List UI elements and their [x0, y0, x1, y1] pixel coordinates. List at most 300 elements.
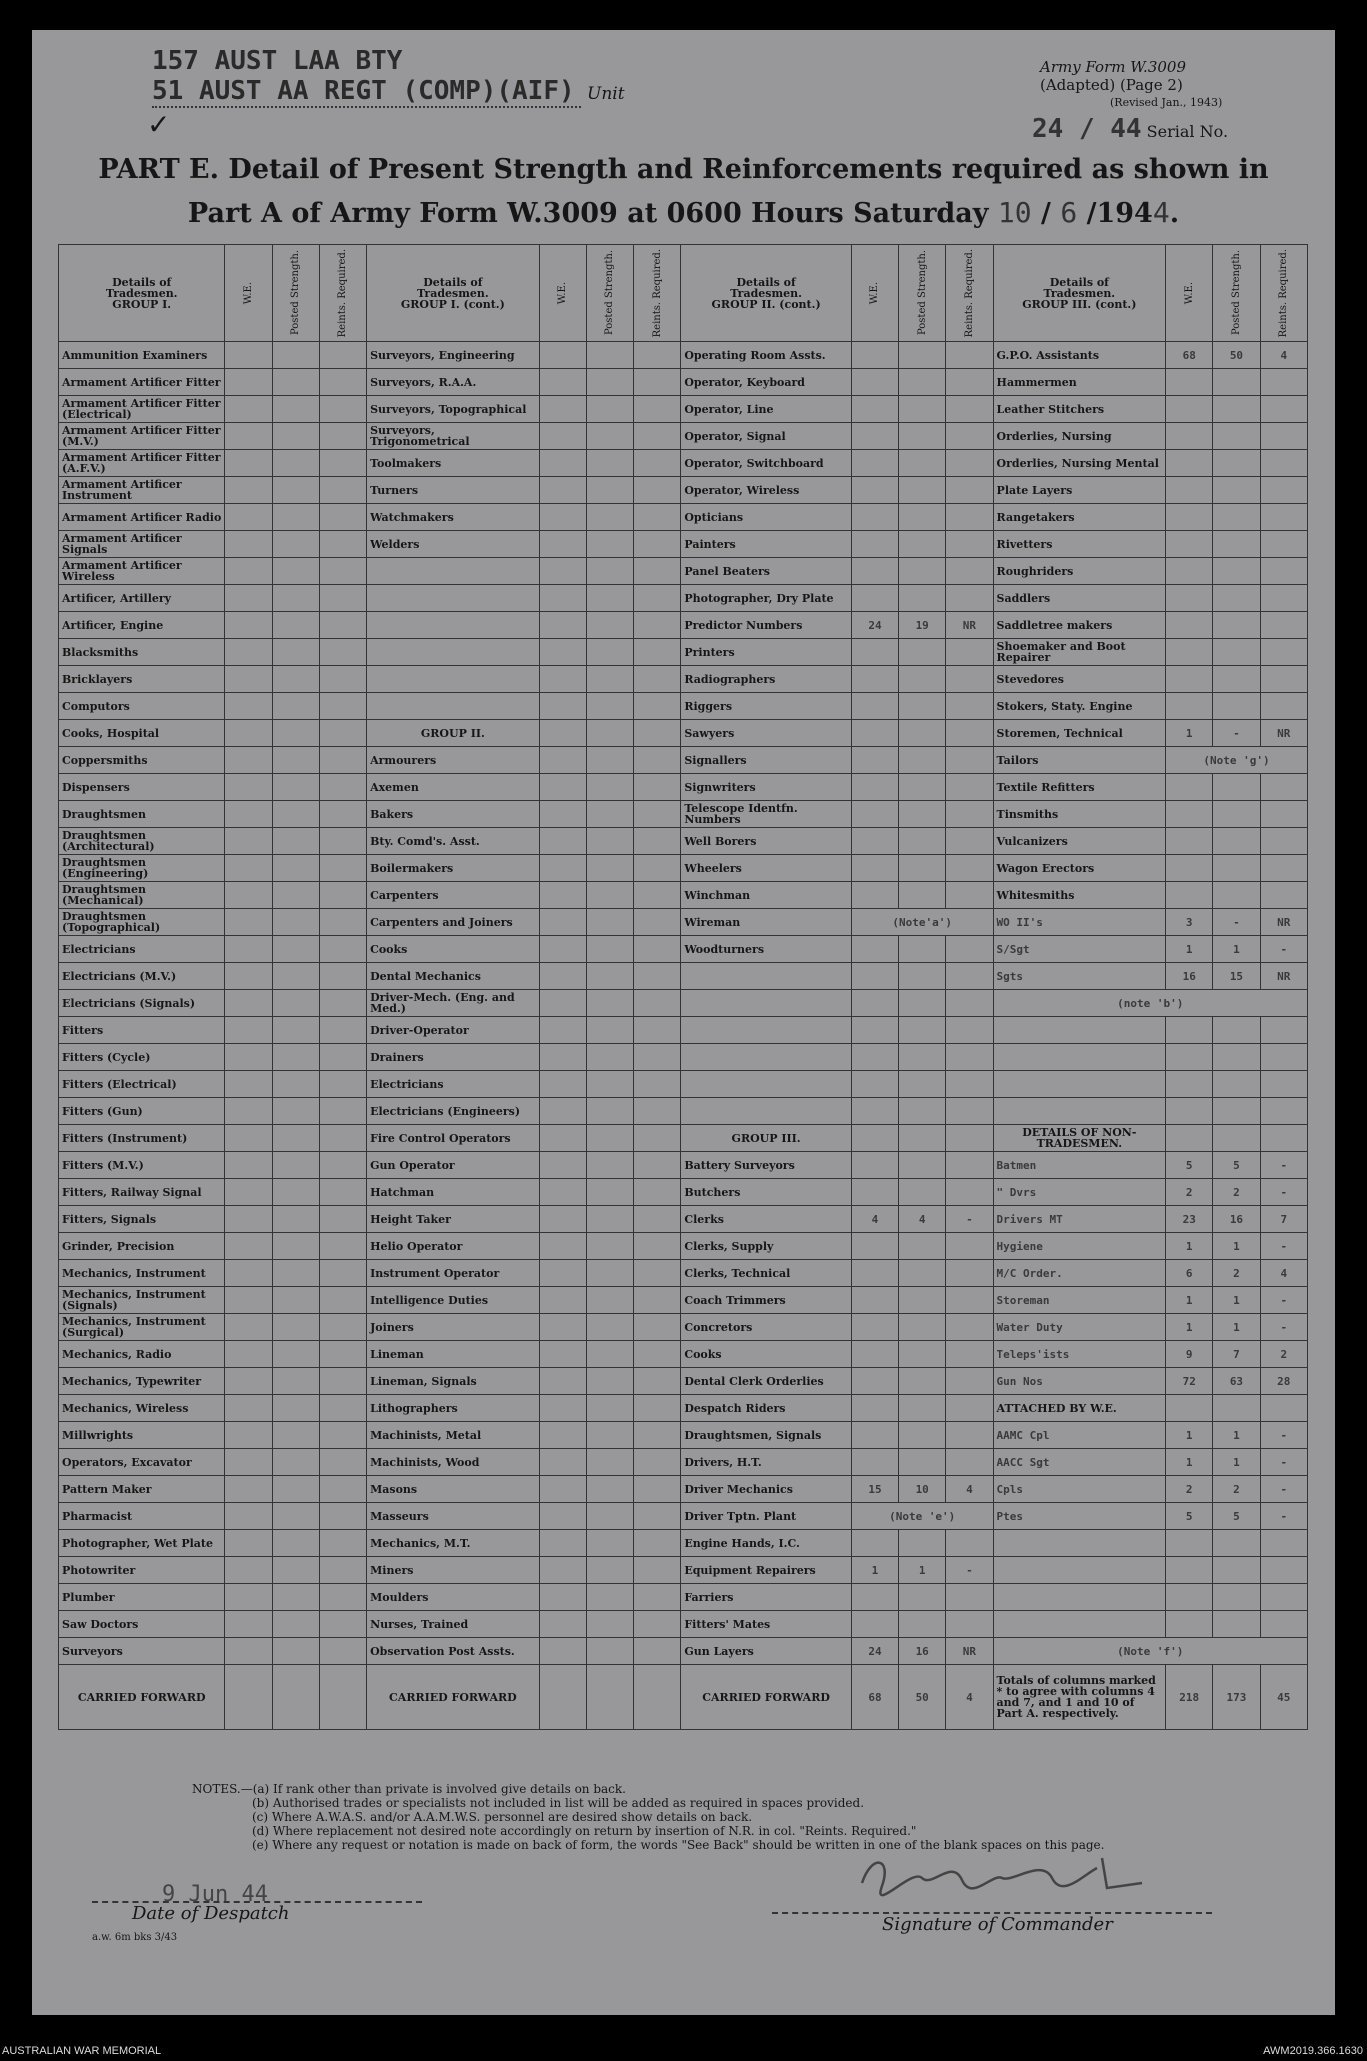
group1-cont-r — [634, 1341, 681, 1368]
group1-p — [272, 612, 319, 639]
group1-cont-r — [634, 450, 681, 477]
group2-note: (Note'a') — [851, 909, 993, 936]
group2-cont-r: - — [946, 1557, 993, 1584]
col-header-reints: Reints. Required. — [319, 245, 366, 342]
group1-cont-r — [634, 1422, 681, 1449]
group3-cont-we: 1 — [1166, 720, 1213, 747]
group1-cont-p — [586, 1395, 633, 1422]
date-day: 10 — [997, 196, 1032, 229]
group3-cont-trade — [993, 1098, 1166, 1125]
group1-we — [225, 909, 272, 936]
group1-cont-p — [586, 477, 633, 504]
group2-cont-p — [899, 855, 946, 882]
group1-cont-p — [586, 747, 633, 774]
group3-cont-r: - — [1260, 1233, 1307, 1260]
group3-cont-we — [1166, 1098, 1213, 1125]
group1-r — [319, 1287, 366, 1314]
group2-cont-p — [899, 1368, 946, 1395]
table-row — [59, 531, 1308, 558]
group3-cont-we — [1166, 1557, 1213, 1584]
group2-cont-p — [899, 396, 946, 423]
group1-cont-we — [539, 747, 586, 774]
group1-cont-r — [634, 1233, 681, 1260]
group2-cont-trade: Driver Mechanics — [681, 1476, 852, 1503]
group1-cont-p — [586, 1476, 633, 1503]
group2-cont-we — [851, 450, 898, 477]
group1-we — [225, 504, 272, 531]
group1-p — [272, 1233, 319, 1260]
group1-cont-p — [586, 585, 633, 612]
group3-cont-we: 5 — [1166, 1152, 1213, 1179]
group1-trade: Mechanics, Radio — [59, 1341, 225, 1368]
group1-cont-r — [634, 1314, 681, 1341]
group2-cont-p — [899, 477, 946, 504]
note-e: (e) Where any request or notation is made on back of form, the words "See Back" should be written in one of the blank spaces on this page. — [252, 1838, 1105, 1852]
col-header-reints: Reints. Required. — [1260, 245, 1307, 342]
group3-cont-r — [1260, 774, 1307, 801]
group1-we — [225, 1260, 272, 1287]
group3-cont-we — [1166, 477, 1213, 504]
group1-r — [319, 1179, 366, 1206]
table-row — [59, 1071, 1308, 1098]
group2-cont-we — [851, 1098, 898, 1125]
group2-cont-trade: Clerks, Technical — [681, 1260, 852, 1287]
group3-cont-r — [1260, 639, 1307, 666]
group3-cont-r — [1260, 855, 1307, 882]
table-row — [59, 963, 1308, 990]
total-posted: 173 — [1213, 1665, 1260, 1730]
group3-cont-trade: " Dvrs — [993, 1179, 1166, 1206]
table-row — [59, 1584, 1308, 1611]
group1-p — [272, 936, 319, 963]
group1-trade: Blacksmiths — [59, 639, 225, 666]
group1-cont-we — [539, 720, 586, 747]
group2-cont-trade: Signallers — [681, 747, 852, 774]
group2-cont-r — [946, 342, 993, 369]
group3-cont-r: 28 — [1260, 1368, 1307, 1395]
group3-cont-we — [1166, 612, 1213, 639]
group3-cont-trade — [993, 1530, 1166, 1557]
group2-cont-we — [851, 1449, 898, 1476]
unit-label: Unit — [587, 84, 625, 104]
group3-cont-p — [1213, 774, 1260, 801]
carried-forward-value — [225, 1665, 272, 1730]
group2-cont-r — [946, 477, 993, 504]
group3-cont-trade: Tinsmiths — [993, 801, 1166, 828]
group1-p — [272, 396, 319, 423]
group1-we — [225, 1152, 272, 1179]
group3-cont-r: NR — [1260, 720, 1307, 747]
group1-p — [272, 1476, 319, 1503]
group2-cont-we: 15 — [851, 1476, 898, 1503]
group3-cont-p — [1213, 1557, 1260, 1584]
group1-cont-r — [634, 693, 681, 720]
group2-cont-trade: Concretors — [681, 1314, 852, 1341]
group1-cont-we — [539, 1125, 586, 1152]
group1-r — [319, 1530, 366, 1557]
group3-cont-trade: S/Sgt — [993, 936, 1166, 963]
table-row — [59, 855, 1308, 882]
group1-cont-trade: Gun Operator — [367, 1152, 540, 1179]
group3-cont-trade: Tailors — [993, 747, 1166, 774]
group2-cont-p — [899, 882, 946, 909]
group1-cont-trade: Fire Control Operators — [367, 1125, 540, 1152]
table-row — [59, 1422, 1308, 1449]
group1-cont-p — [586, 909, 633, 936]
group1-cont-r — [634, 801, 681, 828]
group1-p — [272, 1584, 319, 1611]
group1-trade: Millwrights — [59, 1422, 225, 1449]
group3-cont-p — [1213, 612, 1260, 639]
group1-p — [272, 1449, 319, 1476]
group2-cont-p — [899, 1152, 946, 1179]
group2-cont-r — [946, 1422, 993, 1449]
group1-cont-p — [586, 1503, 633, 1530]
group2-cont-r — [946, 693, 993, 720]
group3-cont-we — [1166, 801, 1213, 828]
group1-cont-trade: Lineman, Signals — [367, 1368, 540, 1395]
group1-cont-trade: Bakers — [367, 801, 540, 828]
group1-cont-p — [586, 1611, 633, 1638]
group1-cont-trade: Nurses, Trained — [367, 1611, 540, 1638]
group2-cont-r — [946, 1233, 993, 1260]
carried-forward-row — [59, 1665, 1308, 1730]
group3-cont-p: 5 — [1213, 1503, 1260, 1530]
group2-cont-p — [899, 1044, 946, 1071]
group2-cont-trade: Painters — [681, 531, 852, 558]
group1-trade: Plumber — [59, 1584, 225, 1611]
table-row — [59, 882, 1308, 909]
group3-cont-we — [1166, 693, 1213, 720]
group1-cont-p — [586, 1071, 633, 1098]
group3-cont-p: 63 — [1213, 1368, 1260, 1395]
group1-trade: Dispensers — [59, 774, 225, 801]
group2-cont-p — [899, 963, 946, 990]
group3-cont-p — [1213, 693, 1260, 720]
group1-r — [319, 1503, 366, 1530]
group2-cont-p — [899, 801, 946, 828]
group1-cont-p — [586, 1125, 633, 1152]
group1-r — [319, 423, 366, 450]
group2-note: (Note 'e') — [851, 1503, 993, 1530]
group2-cont-p: 16 — [899, 1638, 946, 1665]
group2-cont-we — [851, 1341, 898, 1368]
group2-cont-p — [899, 774, 946, 801]
group1-p — [272, 1071, 319, 1098]
group1-p — [272, 909, 319, 936]
group1-cont-p — [586, 1017, 633, 1044]
group2-cont-trade: Operator, Line — [681, 396, 852, 423]
carried-forward-value — [272, 1665, 319, 1730]
group3-cont-r: - — [1260, 1476, 1307, 1503]
group1-we — [225, 342, 272, 369]
group1-r — [319, 936, 366, 963]
group1-r — [319, 1368, 366, 1395]
group2-cont-r — [946, 1287, 993, 1314]
group1-p — [272, 342, 319, 369]
table-row — [59, 1476, 1308, 1503]
group1-cont-trade: Welders — [367, 531, 540, 558]
group1-we — [225, 1584, 272, 1611]
group1-r — [319, 963, 366, 990]
group1-cont-r — [634, 369, 681, 396]
group1-we — [225, 1071, 272, 1098]
group3-cont-trade: Leather Stitchers — [993, 396, 1166, 423]
group2-cont-p — [899, 504, 946, 531]
table-row — [59, 1557, 1308, 1584]
group1-cont-p — [586, 1530, 633, 1557]
group3-cont-p: 2 — [1213, 1476, 1260, 1503]
group1-cont-r — [634, 1152, 681, 1179]
group3-cont-p — [1213, 1044, 1260, 1071]
group1-cont-p — [586, 1287, 633, 1314]
note-a: NOTES.—(a) If rank other than private is involved give details on back. — [192, 1782, 626, 1796]
group1-cont-r — [634, 1476, 681, 1503]
group2-cont-trade: Dental Clerk Orderlies — [681, 1368, 852, 1395]
group1-cont-we — [539, 1233, 586, 1260]
group3-cont-trade: Water Duty — [993, 1314, 1166, 1341]
group1-p — [272, 1611, 319, 1638]
group2-cont-trade: Operator, Wireless — [681, 477, 852, 504]
group1-we — [225, 1044, 272, 1071]
carried-forward-reints: 4 — [946, 1665, 993, 1730]
table-row — [59, 450, 1308, 477]
group3-cont-we: 1 — [1166, 1422, 1213, 1449]
group2-cont-p — [899, 450, 946, 477]
group3-cont-we: 3 — [1166, 909, 1213, 936]
group1-we — [225, 477, 272, 504]
group1-cont-trade: GROUP II. — [367, 720, 540, 747]
group1-p — [272, 1017, 319, 1044]
group2-cont-we — [851, 1152, 898, 1179]
group2-cont-p — [899, 936, 946, 963]
group2-cont-p — [899, 1611, 946, 1638]
group2-cont-r — [946, 720, 993, 747]
group1-cont-we — [539, 1476, 586, 1503]
group1-p — [272, 1368, 319, 1395]
group1-r — [319, 1449, 366, 1476]
group2-cont-r — [946, 936, 993, 963]
group2-cont-trade: GROUP III. — [681, 1125, 852, 1152]
group1-cont-trade: Moulders — [367, 1584, 540, 1611]
group2-cont-trade: Wireman — [681, 909, 852, 936]
group2-cont-we: 24 — [851, 612, 898, 639]
table-row — [59, 1314, 1308, 1341]
group1-we — [225, 666, 272, 693]
group2-cont-r — [946, 423, 993, 450]
group1-cont-r — [634, 1503, 681, 1530]
group1-cont-we — [539, 828, 586, 855]
group1-cont-trade: Surveyors, R.A.A. — [367, 369, 540, 396]
group1-p — [272, 990, 319, 1017]
group3-cont-r — [1260, 1017, 1307, 1044]
group2-cont-we — [851, 531, 898, 558]
group1-cont-trade: Joiners — [367, 1314, 540, 1341]
group1-cont-we — [539, 612, 586, 639]
group2-cont-r — [946, 396, 993, 423]
table-row — [59, 720, 1308, 747]
group2-cont-r — [946, 558, 993, 585]
group3-cont-p — [1213, 1611, 1260, 1638]
group1-r — [319, 1044, 366, 1071]
group3-cont-p: - — [1213, 720, 1260, 747]
group2-cont-we — [851, 1179, 898, 1206]
col-header-we: W.E. — [1166, 245, 1213, 342]
title-period: . — [1169, 198, 1180, 229]
group1-trade: Artificer, Engine — [59, 612, 225, 639]
group2-cont-r — [946, 666, 993, 693]
group1-cont-we — [539, 639, 586, 666]
group1-we — [225, 828, 272, 855]
group3-cont-p: 1 — [1213, 1449, 1260, 1476]
group2-cont-we — [851, 1368, 898, 1395]
group1-we — [225, 396, 272, 423]
group3-cont-p — [1213, 639, 1260, 666]
group1-trade: Draughtsmen (Topographical) — [59, 909, 225, 936]
group1-p — [272, 531, 319, 558]
group1-cont-we — [539, 558, 586, 585]
group3-cont-r — [1260, 1125, 1307, 1152]
form-identifier — [1040, 58, 1222, 112]
group2-cont-trade — [681, 963, 852, 990]
group1-trade: Computors — [59, 693, 225, 720]
group1-cont-r — [634, 990, 681, 1017]
group1-cont-p — [586, 963, 633, 990]
group3-cont-we — [1166, 1611, 1213, 1638]
group3-note: (note 'b') — [993, 990, 1307, 1017]
group2-cont-p: 1 — [899, 1557, 946, 1584]
group2-cont-trade: Woodturners — [681, 936, 852, 963]
group3-cont-trade: Wagon Erectors — [993, 855, 1166, 882]
group3-cont-p — [1213, 423, 1260, 450]
group2-cont-r — [946, 774, 993, 801]
group1-r — [319, 585, 366, 612]
group3-cont-r — [1260, 1584, 1307, 1611]
group2-cont-trade: Sawyers — [681, 720, 852, 747]
group2-cont-we: 24 — [851, 1638, 898, 1665]
group3-cont-r: - — [1260, 936, 1307, 963]
table-row — [59, 612, 1308, 639]
group1-cont-we — [539, 693, 586, 720]
group1-cont-r — [634, 342, 681, 369]
group1-cont-p — [586, 720, 633, 747]
group1-cont-r — [634, 747, 681, 774]
group1-cont-p — [586, 828, 633, 855]
group1-p — [272, 1314, 319, 1341]
carried-forward-value — [634, 1665, 681, 1730]
carried-forward-we: 68 — [851, 1665, 898, 1730]
group2-cont-p: 10 — [899, 1476, 946, 1503]
group3-cont-we: 1 — [1166, 1449, 1213, 1476]
group2-cont-trade: Butchers — [681, 1179, 852, 1206]
col-header-we: W.E. — [539, 245, 586, 342]
group1-we — [225, 1557, 272, 1584]
group2-cont-p — [899, 1422, 946, 1449]
group1-r — [319, 1341, 366, 1368]
group1-p — [272, 828, 319, 855]
group2-cont-p — [899, 990, 946, 1017]
group1-trade: Fitters (M.V.) — [59, 1152, 225, 1179]
group1-r — [319, 450, 366, 477]
group2-cont-trade: Opticians — [681, 504, 852, 531]
group1-r — [319, 990, 366, 1017]
group1-cont-we — [539, 504, 586, 531]
group1-r — [319, 1476, 366, 1503]
group1-r — [319, 639, 366, 666]
group1-trade: Armament Artificer Signals — [59, 531, 225, 558]
group3-cont-trade: Plate Layers — [993, 477, 1166, 504]
group3-cont-trade: Hygiene — [993, 1233, 1166, 1260]
table-row — [59, 342, 1308, 369]
group1-cont-p — [586, 936, 633, 963]
group1-cont-p — [586, 693, 633, 720]
group3-cont-we: 1 — [1166, 936, 1213, 963]
group1-cont-trade: Miners — [367, 1557, 540, 1584]
carried-forward-value — [319, 1665, 366, 1730]
group2-cont-trade: Despatch Riders — [681, 1395, 852, 1422]
group1-cont-trade: Mechanics, M.T. — [367, 1530, 540, 1557]
carried-forward-label: CARRIED FORWARD — [59, 1665, 225, 1730]
group1-cont-trade: Height Taker — [367, 1206, 540, 1233]
group2-cont-trade: Fitters' Mates — [681, 1611, 852, 1638]
group3-cont-p: 1 — [1213, 1422, 1260, 1449]
group3-cont-trade: AAMC Cpl — [993, 1422, 1166, 1449]
group1-cont-r — [634, 1044, 681, 1071]
group2-cont-p — [899, 1584, 946, 1611]
table-row — [59, 369, 1308, 396]
group1-cont-r — [634, 423, 681, 450]
group2-cont-we — [851, 477, 898, 504]
table-row — [59, 558, 1308, 585]
group1-r — [319, 477, 366, 504]
group1-cont-trade — [367, 639, 540, 666]
group2-cont-r — [946, 855, 993, 882]
group2-cont-r: 4 — [946, 1476, 993, 1503]
group3-cont-p — [1213, 1530, 1260, 1557]
group3-cont-p: 1 — [1213, 1314, 1260, 1341]
group1-cont-p — [586, 1314, 633, 1341]
group2-cont-trade — [681, 1071, 852, 1098]
group2-cont-p — [899, 1530, 946, 1557]
group3-cont-trade: Orderlies, Nursing Mental — [993, 450, 1166, 477]
group3-cont-we — [1166, 369, 1213, 396]
group1-p — [272, 1152, 319, 1179]
table-row — [59, 1287, 1308, 1314]
group1-cont-we — [539, 1287, 586, 1314]
unit-name — [152, 46, 581, 106]
group1-p — [272, 504, 319, 531]
group1-cont-r — [634, 1125, 681, 1152]
group3-cont-we — [1166, 1395, 1213, 1422]
table-row — [59, 909, 1308, 936]
group1-p — [272, 1422, 319, 1449]
group2-cont-trade: Cooks — [681, 1341, 852, 1368]
group2-cont-trade: Clerks — [681, 1206, 852, 1233]
group1-cont-r — [634, 1206, 681, 1233]
group3-cont-p — [1213, 450, 1260, 477]
group1-cont-r — [634, 1584, 681, 1611]
group1-trade: Mechanics, Wireless — [59, 1395, 225, 1422]
group3-cont-trade: Batmen — [993, 1152, 1166, 1179]
group2-cont-trade — [681, 1017, 852, 1044]
group1-trade: Mechanics, Instrument (Surgical) — [59, 1314, 225, 1341]
col-header-posted: Posted Strength. — [586, 245, 633, 342]
group2-cont-trade: Predictor Numbers — [681, 612, 852, 639]
table-row — [59, 828, 1308, 855]
group1-trade: Bricklayers — [59, 666, 225, 693]
group2-cont-r — [946, 990, 993, 1017]
table-row — [59, 1449, 1308, 1476]
